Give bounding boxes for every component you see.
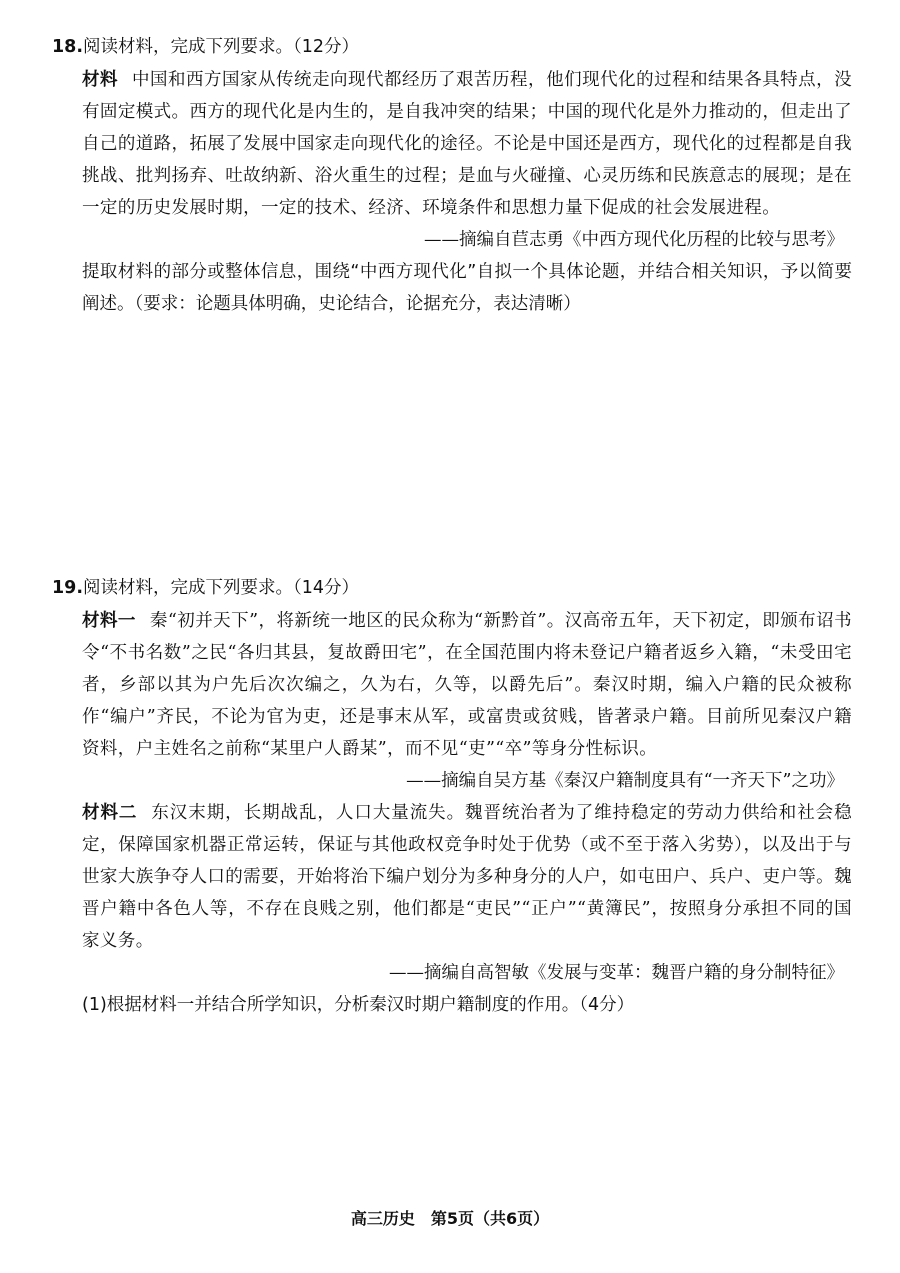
material-1-paragraph — [82, 605, 852, 765]
material-paragraph — [82, 64, 852, 224]
sub-question-1: (1)根据材料一并结合所学知识，分析秦汉时期户籍制度的作用。（4分） — [82, 995, 635, 1015]
question-instruction: 阅读材料，完成下列要求。（14分） — [83, 578, 360, 598]
material-label: 材料 — [82, 70, 119, 90]
question-19-header — [52, 575, 852, 601]
material-source: ——摘编自苣志勇《中西方现代化历程的比较与思考》 — [424, 230, 844, 250]
material-text: 中国和西方国家从传统走向现代都经历了艰苦历程，他们现代化的过程和结果各具特点，没有固定模式。西方的现代化是内生的，是自我冲突的结果；中国的现代化是外力推动的，但走出了自己的道路，拓展了发展中国家走向现代化的途径。不论是中国还是西方，现代化的过程都是自我挑战、批判扬弃、吐故纳新、浴火重生的过程；是血与火碰撞、心灵历练和民族意志的展现；是在一定的历史发展时期，一定的技术、经济、环境条件和思想力量下促成的社会发展进程。 — [82, 70, 852, 218]
material-2-text: 东汉末期，长期战乱，人口大量流失。魏晋统治者为了维持稳定的劳动力供给和社会稳定，保障国家机器正常运转，保证与其他政权竞争时处于优势（或不至于落入劣势），以及出于与世家大族争夺人口的需要，开始将治下编户划分为多种身分的人户，如屯田户、兵户、吏户等。魏晋户籍中各色人等，不存在良贱之别，他们都是“吏民”“正户”“黄簿民”，按照身分承担不同的国家义务。 — [82, 803, 852, 951]
page-footer: 高三历史 第5页（共6页） — [350, 1209, 550, 1228]
question-18 — [52, 34, 852, 320]
question-instruction: 阅读材料，完成下列要求。（12分） — [83, 37, 360, 57]
material-1-label: 材料一 — [82, 611, 136, 631]
question-number: 19. — [52, 578, 84, 598]
material-2-source: ——摘编自高智敏《发展与变革：魏晋户籍的身分制特征》 — [389, 963, 844, 983]
material-1-text: 秦“初并天下”，将新统一地区的民众称为“新黔首”。汉高帝五年，天下初定，即颁布诏书令“不书名数”之民“各归其县，复故爵田宅”，在全国范围内将未登记户籍者返乡入籍，“未受田宅者，乡部以其为户先后次次编之，久为右，久等，以爵先后”。秦汉时期，编入户籍的民众被称作“编户”齐民，不论为官为吏，还是事末从军，或富贵或贫贱，皆著录户籍。目前所见秦汉户籍资料，户主姓名之前称“某里户人爵某”，而不见“吏”“卒”等身分性标识。 — [82, 611, 853, 759]
question-number: 18. — [52, 37, 84, 57]
material-2-label: 材料二 — [82, 803, 138, 823]
material-2-paragraph — [82, 797, 852, 957]
material-1-source: ——摘编自吴方基《秦汉户籍制度具有“一齐天下”之功》 — [406, 771, 844, 791]
question-task: 提取材料的部分或整体信息，围绕“中西方现代化”自拟一个具体论题，并结合相关知识，予以简要阐述。（要求：论题具体明确，史论结合，论据充分，表达清晰） — [82, 262, 852, 314]
question-18-header — [52, 34, 852, 60]
question-19 — [52, 575, 852, 1021]
